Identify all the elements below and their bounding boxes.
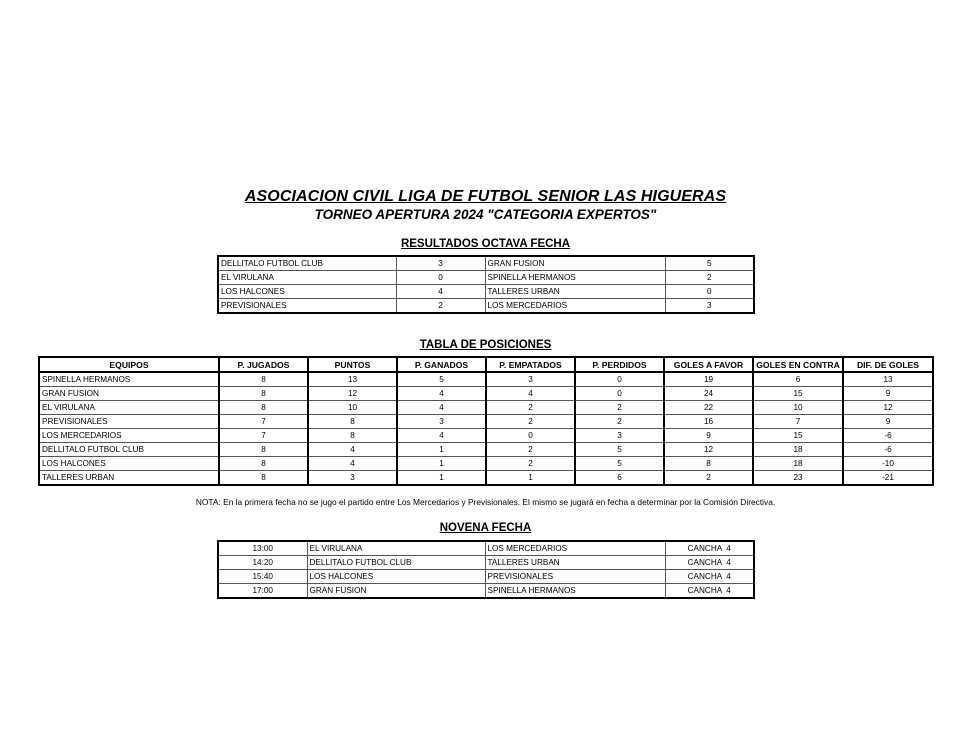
lost: 5: [575, 457, 664, 471]
team-name: LOS MERCEDARIOS: [39, 429, 219, 443]
standings-row: [39, 372, 933, 387]
goals-for: 22: [664, 401, 753, 415]
col-p-perdidos: P. PERDIDOS: [575, 357, 664, 372]
home-team: LOS HALCONES: [307, 570, 485, 584]
away-team: LOS MERCEDARIOS: [485, 541, 665, 556]
goal-difference: 12: [843, 401, 933, 415]
results-row: [218, 299, 754, 314]
drawn: 2: [486, 415, 575, 429]
results-row: [218, 271, 754, 285]
team-name: PREVISIONALES: [39, 415, 219, 429]
won: 4: [397, 429, 486, 443]
goals-for: 2: [664, 471, 753, 486]
col-goles-en-contra: GOLES EN CONTRA: [753, 357, 843, 372]
played: 7: [219, 429, 308, 443]
field: CANCHA 4: [665, 556, 754, 570]
played: 8: [219, 471, 308, 486]
team-name: DELLITALO FUTBOL CLUB: [39, 443, 219, 457]
drawn: 2: [486, 401, 575, 415]
won: 1: [397, 471, 486, 486]
won: 1: [397, 443, 486, 457]
standings-row: [39, 471, 933, 486]
team-name: EL VIRULANA: [39, 401, 219, 415]
col-equipos: EQUIPOS: [39, 357, 219, 372]
goal-difference: 9: [843, 387, 933, 401]
away-team: TALLERES URBAN: [485, 285, 665, 299]
field: CANCHA 4: [665, 584, 754, 599]
won: 4: [397, 401, 486, 415]
away-goals: 0: [665, 285, 754, 299]
drawn: 0: [486, 429, 575, 443]
results-title: RESULTADOS OCTAVA FECHA: [400, 238, 571, 250]
points: 4: [308, 443, 397, 457]
away-team: TALLERES URBAN: [485, 556, 665, 570]
goal-difference: -6: [843, 443, 933, 457]
played: 8: [219, 372, 308, 387]
team-name: GRAN FUSION: [39, 387, 219, 401]
match-time: 17:00: [218, 584, 307, 599]
goal-difference: 13: [843, 372, 933, 387]
home-team: PREVISIONALES: [218, 299, 396, 314]
won: 5: [397, 372, 486, 387]
away-goals: 2: [665, 271, 754, 285]
fixtures-table: [217, 540, 755, 599]
standings-row: [39, 457, 933, 471]
away-goals: 5: [665, 256, 754, 271]
lost: 0: [575, 372, 664, 387]
away-team: GRAN FUSION: [485, 256, 665, 271]
won: 3: [397, 415, 486, 429]
goals-against: 18: [753, 443, 843, 457]
home-team: GRAN FUSION: [307, 584, 485, 599]
goals-against: 10: [753, 401, 843, 415]
goals-for: 12: [664, 443, 753, 457]
footnote: NOTA: En la primera fecha no se jugo el partido entre Los Mercedarios y Previsionales. El mismo se jugará en fecha a determinar por la Comisión Directiva.: [195, 497, 776, 507]
col-p-jugados: P. JUGADOS: [219, 357, 308, 372]
points: 12: [308, 387, 397, 401]
standings-row: [39, 387, 933, 401]
col-p-ganados: P. GANADOS: [397, 357, 486, 372]
match-time: 14:20: [218, 556, 307, 570]
col-puntos: PUNTOS: [308, 357, 397, 372]
away-team: PREVISIONALES: [485, 570, 665, 584]
points: 13: [308, 372, 397, 387]
standings-row: [39, 415, 933, 429]
away-team: LOS MERCEDARIOS: [485, 299, 665, 314]
points: 8: [308, 415, 397, 429]
team-name: LOS HALCONES: [39, 457, 219, 471]
home-goals: 3: [396, 256, 485, 271]
played: 8: [219, 457, 308, 471]
home-goals: 4: [396, 285, 485, 299]
results-row: [218, 285, 754, 299]
home-team: DELLITALO FUTBOL CLUB: [218, 256, 396, 271]
team-name: TALLERES URBAN: [39, 471, 219, 486]
points: 4: [308, 457, 397, 471]
goals-against: 18: [753, 457, 843, 471]
fixture-row: [218, 556, 754, 570]
played: 8: [219, 387, 308, 401]
lost: 0: [575, 387, 664, 401]
col-goles-a-favor: GOLES A FAVOR: [664, 357, 753, 372]
points: 3: [308, 471, 397, 486]
fixture-row: [218, 570, 754, 584]
document-title: ASOCIACION CIVIL LIGA DE FUTBOL SENIOR LAS HIGUERAS: [244, 188, 727, 205]
drawn: 2: [486, 443, 575, 457]
points: 10: [308, 401, 397, 415]
home-team: LOS HALCONES: [218, 285, 396, 299]
played: 8: [219, 443, 308, 457]
drawn: 2: [486, 457, 575, 471]
goals-for: 9: [664, 429, 753, 443]
standings-title: TABLA DE POSICIONES: [419, 339, 552, 351]
won: 4: [397, 387, 486, 401]
lost: 6: [575, 471, 664, 486]
played: 7: [219, 415, 308, 429]
goal-difference: 9: [843, 415, 933, 429]
won: 1: [397, 457, 486, 471]
standings-row: [39, 429, 933, 443]
standings-row: [39, 401, 933, 415]
goals-against: 23: [753, 471, 843, 486]
lost: 5: [575, 443, 664, 457]
col-dif-de-goles: DIF. DE GOLES: [843, 357, 933, 372]
goals-against: 7: [753, 415, 843, 429]
lost: 3: [575, 429, 664, 443]
goals-for: 8: [664, 457, 753, 471]
goals-for: 16: [664, 415, 753, 429]
lost: 2: [575, 415, 664, 429]
goal-difference: -21: [843, 471, 933, 486]
standings-row: [39, 443, 933, 457]
goals-for: 24: [664, 387, 753, 401]
home-goals: 0: [396, 271, 485, 285]
away-team: SPINELLA HERMANOS: [485, 584, 665, 599]
goals-for: 19: [664, 372, 753, 387]
goals-against: 15: [753, 429, 843, 443]
standings-header-row: [39, 357, 933, 372]
fixtures-title: NOVENA FECHA: [439, 522, 532, 534]
drawn: 4: [486, 387, 575, 401]
home-team: DELLITALO FUTBOL CLUB: [307, 556, 485, 570]
results-table: [217, 255, 755, 314]
away-goals: 3: [665, 299, 754, 314]
played: 8: [219, 401, 308, 415]
document-subtitle: TORNEO APERTURA 2024 "CATEGORIA EXPERTOS": [314, 207, 657, 222]
lost: 2: [575, 401, 664, 415]
goals-against: 6: [753, 372, 843, 387]
goal-difference: -6: [843, 429, 933, 443]
points: 8: [308, 429, 397, 443]
away-team: SPINELLA HERMANOS: [485, 271, 665, 285]
col-p-empatados: P. EMPATADOS: [486, 357, 575, 372]
goal-difference: -10: [843, 457, 933, 471]
fixture-row: [218, 541, 754, 556]
field: CANCHA 4: [665, 570, 754, 584]
home-goals: 2: [396, 299, 485, 314]
drawn: 1: [486, 471, 575, 486]
results-row: [218, 256, 754, 271]
goals-against: 15: [753, 387, 843, 401]
home-team: EL VIRULANA: [307, 541, 485, 556]
match-time: 15:40: [218, 570, 307, 584]
standings-table: [38, 356, 934, 486]
team-name: SPINELLA HERMANOS: [39, 372, 219, 387]
match-time: 13:00: [218, 541, 307, 556]
fixture-row: [218, 584, 754, 599]
home-team: EL VIRULANA: [218, 271, 396, 285]
drawn: 3: [486, 372, 575, 387]
field: CANCHA 4: [665, 541, 754, 556]
